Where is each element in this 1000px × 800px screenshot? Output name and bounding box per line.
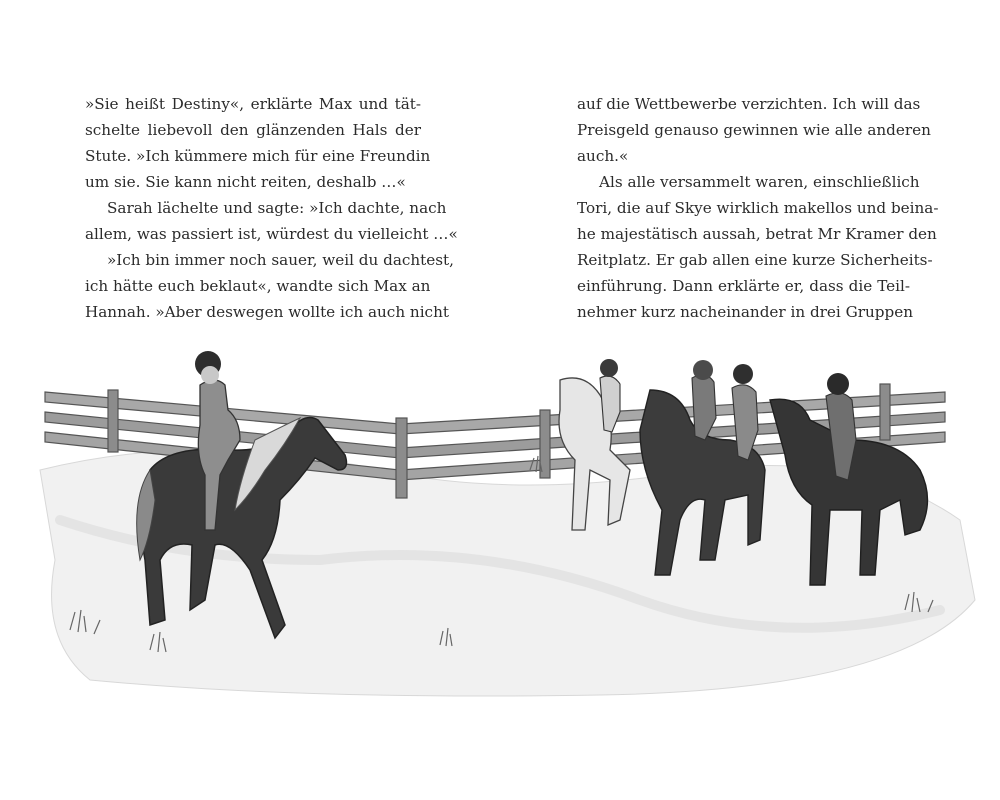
text-line: Tori, die auf Skye wirklich makellos und beina- — [577, 199, 939, 217]
rider-4-head — [827, 373, 849, 395]
text-line: »Ich bin immer noch sauer, weil du dachtest, — [107, 251, 454, 269]
text-line: »Sie heißt Destiny«, erklärte Max und tät- — [85, 95, 421, 113]
text-line: allem, was passiert ist, würdest du vielleicht …« — [85, 225, 458, 243]
text-line: Hannah. »Aber deswegen wollte ich auch nicht — [85, 303, 449, 321]
text-line: nehmer kurz nacheinander in drei Gruppen — [577, 303, 913, 321]
rider-1 — [600, 376, 620, 432]
riding-arena-illustration — [0, 340, 1000, 710]
right-page-text — [577, 91, 939, 325]
text-line: schelte liebevoll den glänzenden Hals der — [85, 121, 421, 139]
text-line: Reitplatz. Er gab allen eine kurze Sicherheits- — [577, 251, 933, 269]
text-line: Stute. »Ich kümmere mich für eine Freundin — [85, 147, 431, 165]
text-line: auf die Wettbewerbe verzichten. Ich will das — [577, 95, 921, 113]
rider-face — [201, 366, 219, 384]
text-line: Preisgeld genauso gewinnen wie alle anderen — [577, 121, 931, 139]
left-page-text — [85, 91, 458, 325]
illustration-svg — [0, 340, 1000, 710]
text-line: Sarah lächelte und sagte: »Ich dachte, nach — [107, 199, 447, 217]
rider-1-head — [600, 359, 618, 377]
rider-3-head — [733, 364, 753, 384]
text-line: ich hätte euch beklaut«, wandte sich Max an — [85, 277, 431, 295]
text-line: auch.« — [577, 147, 629, 165]
text-line: einführung. Dann erklärte er, dass die Teil- — [577, 277, 910, 295]
text-line: Als alle versammelt waren, einschließlich — [599, 173, 920, 191]
rider-2-head — [693, 360, 713, 380]
text-line: um sie. Sie kann nicht reiten, deshalb …« — [85, 173, 406, 191]
text-line: he majestätisch aussah, betrat Mr Kramer den — [577, 225, 937, 243]
